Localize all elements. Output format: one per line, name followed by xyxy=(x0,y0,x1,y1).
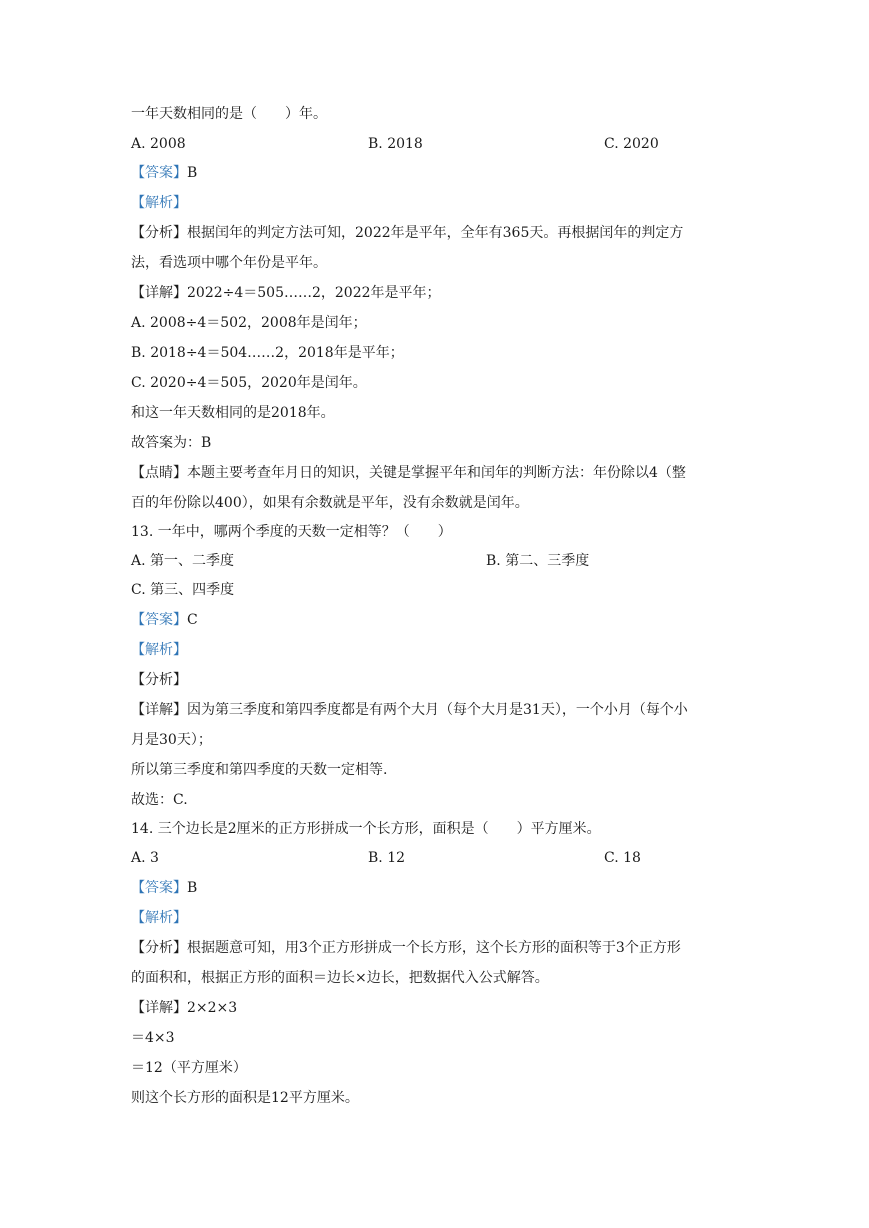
q12-dianjing-line-2: 百的年份除以400），如果有余数就是平年，没有余数就是闰年。 xyxy=(131,495,529,511)
q14-answer xyxy=(131,878,197,898)
q12-fenxi-line-1 xyxy=(131,223,683,243)
q12-dianjing-line-1 xyxy=(131,463,686,483)
q13-stem: 13. 一年中，哪两个季度的天数一定相等？（ ） xyxy=(131,524,452,540)
q14-analysis-heading xyxy=(131,908,187,928)
q12-answer-value: B xyxy=(187,165,198,181)
q13-fenxi-heading: 【分析】 xyxy=(131,672,187,688)
q14-fenxi-line-1 xyxy=(131,938,681,958)
answer-tag: 【答案】 xyxy=(131,612,187,628)
xiangjie-tag: 【详解】 xyxy=(131,285,187,301)
q12-line-b: B. 2018÷4＝504……2，2018年是平年； xyxy=(131,345,404,361)
xiangjie-tag: 【详解】 xyxy=(131,1000,187,1016)
q13-xiangjie-text-1: 因为第三季度和第四季度都是有两个大月（每个大月是31天），一个小月（每个小 xyxy=(187,702,688,718)
q12-dianjing-text-1: 本题主要考查年月日的知识，关键是掌握平年和闰年的判断方法：年份除以4（整 xyxy=(187,465,686,481)
q14-step-2: ＝4×3 xyxy=(131,1030,175,1046)
fenxi-tag: 【分析】 xyxy=(131,225,187,241)
q14-fenxi-text-1: 根据题意可知，用3个正方形拼成一个长方形，这个长方形的面积等于3个正方形 xyxy=(187,940,681,956)
q12-option-c: C. 2020 xyxy=(604,136,659,152)
q12-xiangjie-text-1: 2022÷4＝505……2，2022年是平年； xyxy=(187,285,441,301)
q14-option-b: B. 12 xyxy=(368,850,406,866)
xiangjie-tag: 【详解】 xyxy=(131,702,187,718)
q13-answer-value: C xyxy=(187,612,198,628)
q13-answer xyxy=(131,610,198,630)
q12-fenxi-line-2: 法，看选项中哪个年份是平年。 xyxy=(131,255,327,271)
q12-fenxi-text-1: 根据闰年的判定方法可知，2022年是平年，全年有365天。再根据闰年的判定方 xyxy=(187,225,684,241)
q13-analysis-heading xyxy=(131,640,187,660)
q14-stem: 14. 三个边长是2厘米的正方形拼成一个长方形，面积是（ ）平方厘米。 xyxy=(131,821,601,837)
analysis-tag: 【解析】 xyxy=(131,195,187,211)
q13-option-a: A. 第一、二季度 xyxy=(131,553,235,569)
answer-tag: 【答案】 xyxy=(131,165,187,181)
answer-tag: 【答案】 xyxy=(131,880,187,896)
q14-option-c: C. 18 xyxy=(604,850,641,866)
q13-conclusion: 所以第三季度和第四季度的天数一定相等. xyxy=(131,762,388,778)
analysis-tag: 【解析】 xyxy=(131,642,187,658)
q14-xiangjie-text-1: 2×2×3 xyxy=(187,1000,238,1016)
q13-xiangjie-line-1 xyxy=(131,700,688,720)
q14-answer-value: B xyxy=(187,880,198,896)
q12-xiangjie-line-1 xyxy=(131,283,441,303)
analysis-tag: 【解析】 xyxy=(131,910,187,926)
q12-line-c: C. 2020÷4＝505，2020年是闰年。 xyxy=(131,375,367,391)
q12-line-a: A. 2008÷4＝502，2008年是闰年； xyxy=(131,315,367,331)
q12-answer xyxy=(131,163,197,183)
q14-option-a: A. 3 xyxy=(131,850,159,866)
q14-fenxi-line-2: 的面积和，根据正方形的面积＝边长×边长，把数据代入公式解答。 xyxy=(131,970,549,986)
q12-stem-tail: 一年天数相同的是（ ）年。 xyxy=(131,106,327,122)
dianjing-tag: 【点睛】 xyxy=(131,465,187,481)
fenxi-tag: 【分析】 xyxy=(131,940,187,956)
q12-option-a: A. 2008 xyxy=(131,136,186,152)
q14-xiangjie-line-1 xyxy=(131,998,237,1018)
q13-option-c: C. 第三、四季度 xyxy=(131,582,235,598)
q14-conclusion: 则这个长方形的面积是12平方厘米。 xyxy=(131,1090,359,1106)
q12-analysis-heading xyxy=(131,193,187,213)
q13-final-answer: 故选：C. xyxy=(131,792,188,808)
q13-option-b: B. 第二、三季度 xyxy=(486,553,590,569)
q13-xiangjie-line-2: 月是30天）； xyxy=(131,732,212,748)
q12-option-b: B. 2018 xyxy=(368,136,423,152)
q12-final-answer: 故答案为：B xyxy=(131,435,212,451)
q14-step-3: ＝12（平方厘米） xyxy=(131,1060,247,1076)
q12-conclusion: 和这一年天数相同的是2018年。 xyxy=(131,405,335,421)
